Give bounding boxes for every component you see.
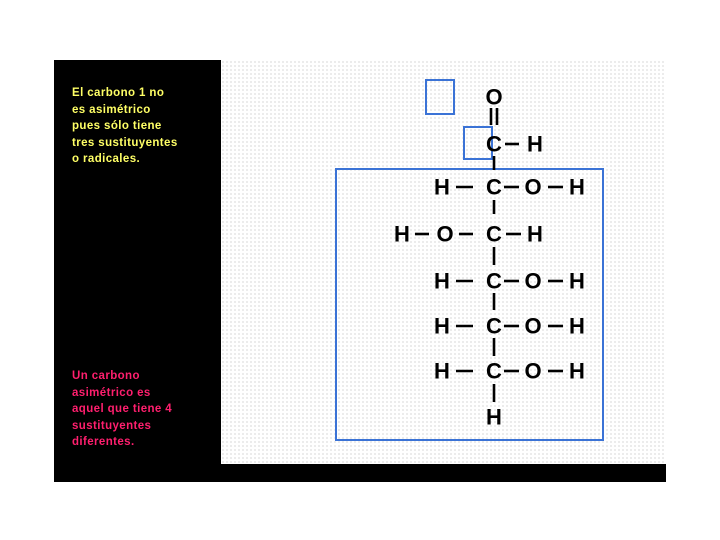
note-asymmetric-carbon-definition (72, 368, 222, 451)
c4-left-hydrogen-atom: H (434, 268, 450, 294)
note-line: sustituyentes (72, 419, 152, 432)
note-line: pues sólo tiene (72, 120, 162, 132)
c3-right-hydrogen-atom: H (527, 221, 543, 247)
c4-hydroxyl-hydrogen-atom: H (569, 268, 585, 294)
note-line: diferentes. (72, 436, 135, 448)
molecule-diagram-area (221, 60, 666, 464)
c3-carbon-atom: C (486, 221, 502, 247)
c5-hydroxyl-hydrogen-atom: H (569, 313, 585, 339)
note-line: asimétrico es (72, 386, 151, 399)
note-carbon-1-not-asymmetric (72, 85, 222, 168)
note-line: o radicales. (72, 153, 141, 165)
c6-oxygen-atom: O (524, 358, 542, 384)
c4-oxygen-atom: O (524, 268, 542, 294)
note-line: Un carbono (72, 370, 140, 382)
c1-hydrogen-atom: H (527, 131, 543, 157)
c2-carbon-atom: C (486, 174, 502, 200)
c6-hydroxyl-hydrogen-atom: H (569, 358, 585, 384)
c3-oxygen-atom: O (436, 221, 454, 247)
c1-carbon-atom: C (486, 131, 502, 157)
c3-hydroxyl-hydrogen-atom: H (394, 221, 410, 247)
c2-hydroxyl-hydrogen-atom: H (569, 174, 585, 200)
note-line: El carbono 1 no (72, 87, 165, 99)
c5-left-hydrogen-atom: H (434, 313, 450, 339)
atoms (394, 85, 585, 430)
c2-left-hydrogen-atom: H (434, 174, 450, 200)
chiral-carbons-highlight-box (336, 169, 603, 440)
carbonyl-oxygen-highlight-box (426, 80, 454, 114)
note-line: tres sustituyentes (72, 136, 178, 149)
c6-left-hydrogen-atom: H (434, 358, 450, 384)
text-panel (54, 60, 221, 482)
c6-bottom-hydrogen-atom: H (486, 404, 502, 430)
c2-oxygen-atom: O (524, 174, 542, 200)
carbonyl-oxygen-atom: O (485, 84, 503, 110)
molecule-diagram (221, 60, 666, 464)
slide (54, 60, 666, 482)
note-line: aquel que tiene 4 (72, 403, 173, 415)
c6-carbon-atom: C (486, 358, 502, 384)
c5-oxygen-atom: O (524, 313, 542, 339)
c5-carbon-atom: C (486, 313, 502, 339)
c4-carbon-atom: C (486, 268, 502, 294)
note-line: es asimétrico (72, 103, 151, 116)
